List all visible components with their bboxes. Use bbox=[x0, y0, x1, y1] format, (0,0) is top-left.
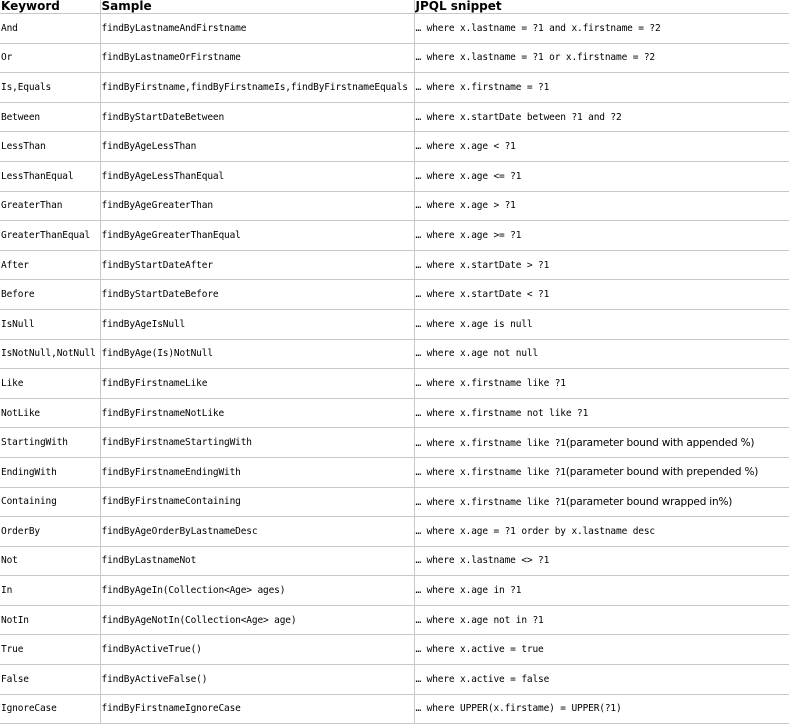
jpql-snippet-code: … where x.lastname = ?1 or x.firstname = ?2 bbox=[415, 52, 655, 64]
sample-method-cell: findByFirstnameEndingWith bbox=[100, 457, 414, 487]
jpql-snippet-cell bbox=[414, 250, 789, 280]
jpql-snippet-cell bbox=[414, 221, 789, 251]
header-sample: Sample bbox=[100, 0, 414, 14]
table-row bbox=[0, 576, 789, 606]
table-row bbox=[0, 369, 789, 399]
sample-method-cell: findByAgeIn(Collection<Age> ages) bbox=[100, 576, 414, 606]
sample-method-cell: findByFirstnameStartingWith bbox=[100, 428, 414, 458]
keyword-cell: GreaterThan bbox=[0, 191, 100, 221]
jpql-snippet-cell bbox=[414, 132, 789, 162]
jpql-snippet-code: … where UPPER(x.firstame) = UPPER(?1) bbox=[415, 703, 622, 715]
jpql-snippet-code: … where x.age = ?1 order by x.lastname desc bbox=[415, 525, 655, 537]
jpql-snippet-code: … where x.age < ?1 bbox=[415, 141, 516, 153]
table-row bbox=[0, 43, 789, 73]
table-row bbox=[0, 546, 789, 576]
table-row bbox=[0, 605, 789, 635]
keyword-cell: False bbox=[0, 665, 100, 695]
sample-method-cell: findByAgeGreaterThanEqual bbox=[100, 221, 414, 251]
sample-method-cell: findByLastnameAndFirstname bbox=[100, 14, 414, 44]
table-row bbox=[0, 102, 789, 132]
table-row bbox=[0, 517, 789, 547]
keyword-cell: EndingWith bbox=[0, 457, 100, 487]
table-row bbox=[0, 132, 789, 162]
table-row bbox=[0, 665, 789, 695]
sample-method-cell: findByAgeIsNull bbox=[100, 309, 414, 339]
jpql-snippet-cell bbox=[414, 398, 789, 428]
jpql-snippet-code: … where x.firstname = ?1 bbox=[415, 81, 550, 93]
parameter-binding-note: (parameter bound with prepended %) bbox=[565, 466, 759, 479]
keyword-cell: Or bbox=[0, 43, 100, 73]
jpql-snippet-code: … where x.lastname <> ?1 bbox=[415, 555, 550, 567]
jpql-snippet-cell bbox=[414, 309, 789, 339]
jpql-snippet-cell bbox=[414, 369, 789, 399]
table-row bbox=[0, 487, 789, 517]
header-row bbox=[0, 0, 789, 14]
jpql-snippet-cell bbox=[414, 457, 789, 487]
keyword-cell: And bbox=[0, 14, 100, 44]
keyword-cell: Before bbox=[0, 280, 100, 310]
table-row bbox=[0, 457, 789, 487]
sample-method-cell: findByAgeNotIn(Collection<Age> age) bbox=[100, 605, 414, 635]
keyword-cell: IgnoreCase bbox=[0, 694, 100, 724]
jpql-snippet-cell bbox=[414, 161, 789, 191]
table-row bbox=[0, 398, 789, 428]
jpql-snippet-cell bbox=[414, 43, 789, 73]
keyword-cell: Between bbox=[0, 102, 100, 132]
jpql-snippet-code: … where x.active = true bbox=[415, 644, 544, 656]
keyword-cell: GreaterThanEqual bbox=[0, 221, 100, 251]
jpql-snippet-cell bbox=[414, 635, 789, 665]
table-row bbox=[0, 221, 789, 251]
jpql-snippet-cell bbox=[414, 576, 789, 606]
jpql-snippet-code: … where x.startDate < ?1 bbox=[415, 289, 550, 301]
keyword-cell: Not bbox=[0, 546, 100, 576]
keyword-cell: Containing bbox=[0, 487, 100, 517]
jpql-snippet-cell bbox=[414, 14, 789, 44]
table-row bbox=[0, 635, 789, 665]
jpql-snippet-code: … where x.startDate between ?1 and ?2 bbox=[415, 111, 622, 123]
jpql-snippet-code: … where x.firstname like ?1 bbox=[415, 437, 566, 449]
jpql-snippet-cell bbox=[414, 339, 789, 369]
keyword-cell: IsNotNull,NotNull bbox=[0, 339, 100, 369]
sample-method-cell: findByActiveTrue() bbox=[100, 635, 414, 665]
sample-method-cell: findByAgeOrderByLastnameDesc bbox=[100, 517, 414, 547]
jpql-snippet-code: … where x.age not in ?1 bbox=[415, 614, 544, 626]
table-header bbox=[0, 0, 789, 14]
sample-method-cell: findByAgeLessThanEqual bbox=[100, 161, 414, 191]
keyword-cell: In bbox=[0, 576, 100, 606]
jpql-snippet-code: … where x.lastname = ?1 and x.firstname = ?2 bbox=[415, 22, 661, 34]
table-row bbox=[0, 191, 789, 221]
table-row bbox=[0, 339, 789, 369]
jpql-snippet-code: … where x.age is null bbox=[415, 318, 533, 330]
sample-method-cell: findByStartDateBetween bbox=[100, 102, 414, 132]
sample-method-cell: findByFirstnameIgnoreCase bbox=[100, 694, 414, 724]
jpql-snippet-code: … where x.age <= ?1 bbox=[415, 170, 522, 182]
jpql-snippet-code: … where x.age in ?1 bbox=[415, 585, 522, 597]
sample-method-cell: findByFirstname,findByFirstnameIs,findByFirstnameEquals bbox=[100, 73, 414, 103]
keyword-cell: LessThanEqual bbox=[0, 161, 100, 191]
sample-method-cell: findByFirstnameNotLike bbox=[100, 398, 414, 428]
jpql-snippet-cell bbox=[414, 191, 789, 221]
keyword-cell: IsNull bbox=[0, 309, 100, 339]
jpql-snippet-code: … where x.firstname like ?1 bbox=[415, 467, 566, 479]
jpql-snippet-cell bbox=[414, 73, 789, 103]
sample-method-cell: findByAge(Is)NotNull bbox=[100, 339, 414, 369]
jpql-snippet-code: … where x.active = false bbox=[415, 673, 550, 685]
table-row bbox=[0, 161, 789, 191]
keyword-cell: StartingWith bbox=[0, 428, 100, 458]
table-row bbox=[0, 428, 789, 458]
header-keyword: Keyword bbox=[0, 0, 100, 14]
jpql-snippet-cell bbox=[414, 694, 789, 724]
keyword-cell: Like bbox=[0, 369, 100, 399]
keyword-cell: NotLike bbox=[0, 398, 100, 428]
keyword-cell: LessThan bbox=[0, 132, 100, 162]
keyword-cell: After bbox=[0, 250, 100, 280]
table-body bbox=[0, 14, 789, 724]
jpql-snippet-cell bbox=[414, 665, 789, 695]
jpql-snippet-cell bbox=[414, 546, 789, 576]
jpql-snippet-cell bbox=[414, 605, 789, 635]
sample-method-cell: findByStartDateBefore bbox=[100, 280, 414, 310]
parameter-binding-note: (parameter bound wrapped in%) bbox=[565, 495, 733, 508]
jpql-snippet-code: … where x.age > ?1 bbox=[415, 200, 516, 212]
jpql-snippet-cell bbox=[414, 428, 789, 458]
sample-method-cell: findByFirstnameLike bbox=[100, 369, 414, 399]
sample-method-cell: findByStartDateAfter bbox=[100, 250, 414, 280]
jpql-snippet-code: … where x.startDate > ?1 bbox=[415, 259, 550, 271]
table-row bbox=[0, 280, 789, 310]
sample-method-cell: findByActiveFalse() bbox=[100, 665, 414, 695]
sample-method-cell: findByLastnameOrFirstname bbox=[100, 43, 414, 73]
sample-method-cell: findByLastnameNot bbox=[100, 546, 414, 576]
table-row bbox=[0, 73, 789, 103]
table-row bbox=[0, 694, 789, 724]
keyword-cell: OrderBy bbox=[0, 517, 100, 547]
jpql-snippet-code: … where x.age >= ?1 bbox=[415, 229, 522, 241]
sample-method-cell: findByAgeGreaterThan bbox=[100, 191, 414, 221]
header-jpql-snippet: JPQL snippet bbox=[414, 0, 789, 14]
keyword-cell: Is,Equals bbox=[0, 73, 100, 103]
jpql-snippet-code: … where x.firstname like ?1 bbox=[415, 377, 566, 389]
keyword-cell: True bbox=[0, 635, 100, 665]
table-row bbox=[0, 250, 789, 280]
parameter-binding-note: (parameter bound with appended %) bbox=[565, 436, 755, 449]
table-row bbox=[0, 14, 789, 44]
jpql-snippet-code: … where x.age not null bbox=[415, 348, 539, 360]
sample-method-cell: findByAgeLessThan bbox=[100, 132, 414, 162]
keyword-cell: NotIn bbox=[0, 605, 100, 635]
sample-method-cell: findByFirstnameContaining bbox=[100, 487, 414, 517]
jpql-snippet-code: … where x.firstname like ?1 bbox=[415, 496, 566, 508]
jpql-snippet-code: … where x.firstname not like ?1 bbox=[415, 407, 589, 419]
jpql-snippet-cell bbox=[414, 487, 789, 517]
jpql-snippet-cell bbox=[414, 102, 789, 132]
jpql-snippet-cell bbox=[414, 280, 789, 310]
table-row bbox=[0, 309, 789, 339]
jpql-snippet-cell bbox=[414, 517, 789, 547]
